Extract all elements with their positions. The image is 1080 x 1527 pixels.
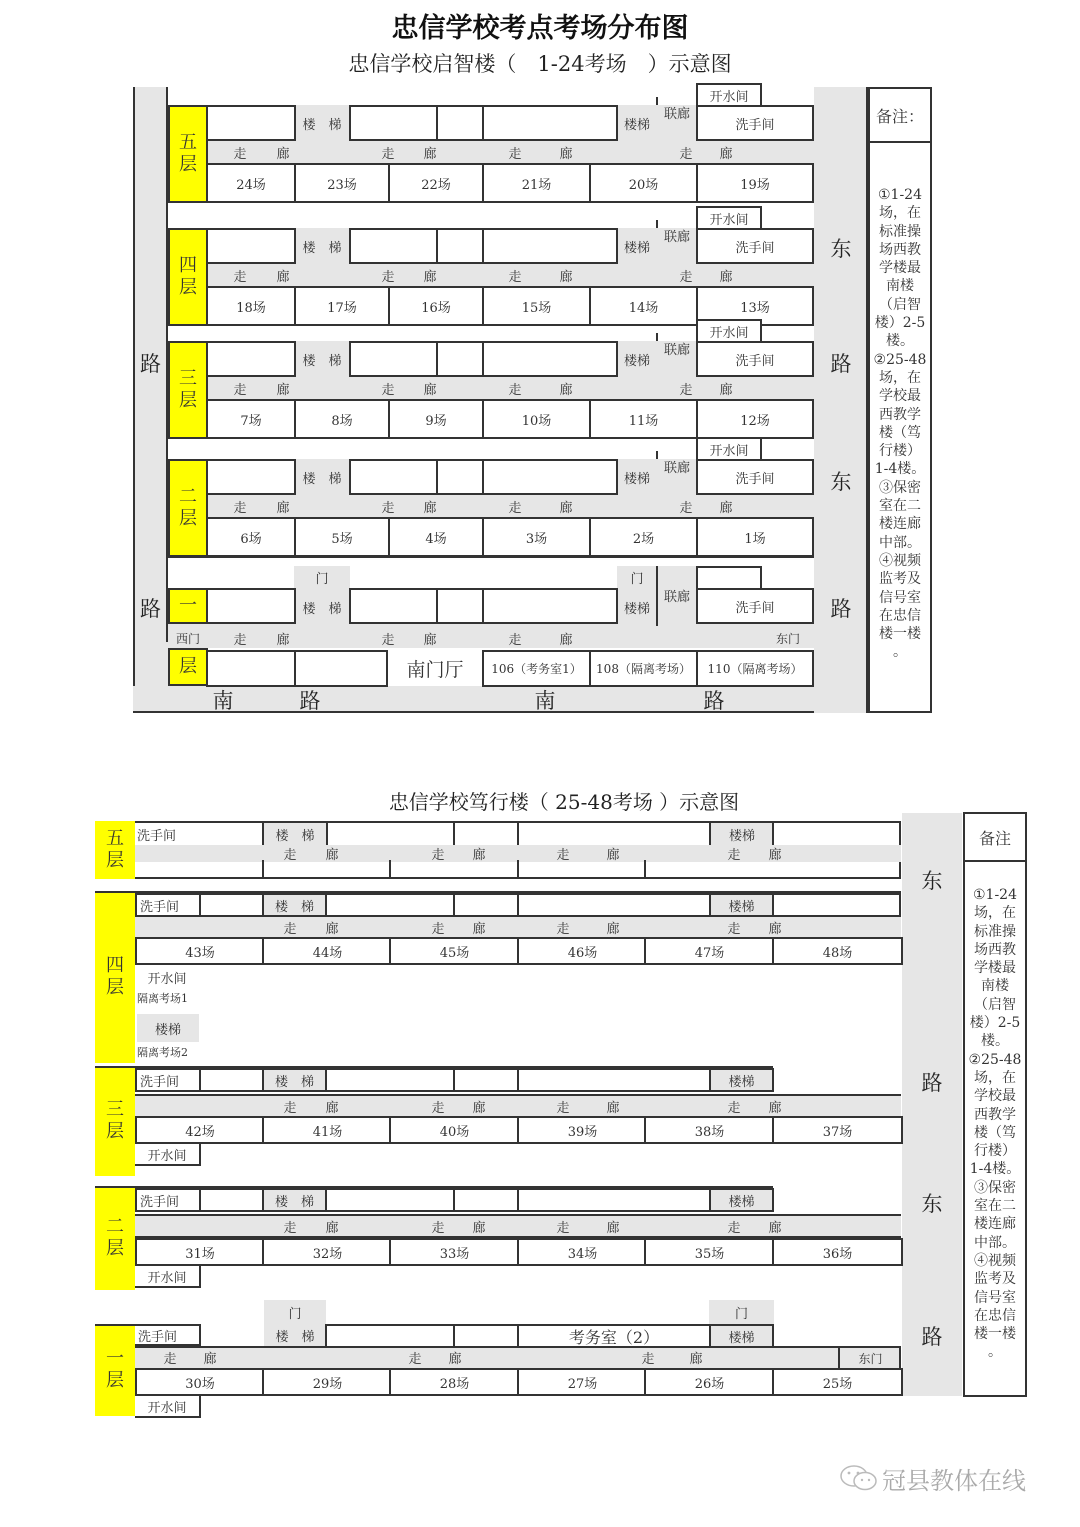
notes-line: 楼。 — [981, 1033, 1009, 1050]
exam-room: 29场 — [262, 1368, 393, 1396]
exam-room: 45场 — [389, 937, 520, 965]
notes-line: 1-4楼。 — [969, 1161, 1021, 1178]
east-door-label: 东门 — [775, 631, 800, 646]
corridor-label: 走 — [556, 1220, 570, 1236]
exam-room: 18场 — [206, 286, 296, 326]
corridor-label: 廊 — [606, 1100, 620, 1116]
notes-line: 楼连廊 — [879, 516, 921, 533]
corridor-label: 廊 — [768, 921, 782, 937]
corridor-label: 走 — [381, 500, 395, 516]
road-label: 路 — [921, 1325, 943, 1349]
room — [325, 893, 455, 917]
boiler-room: 开水间 — [696, 437, 762, 461]
washroom: 洗手间 — [135, 1188, 201, 1212]
floor-label-2: 二 层 — [168, 459, 208, 557]
exam-room: 24场 — [206, 163, 296, 203]
corridor-label: 走 — [679, 269, 693, 285]
notes-line: 楼一楼 — [879, 626, 921, 643]
notes-line: 场，在 — [974, 905, 1016, 922]
notes-line: ④视频 — [879, 552, 921, 569]
notes-line: ③保密 — [879, 479, 921, 496]
notes-box — [963, 812, 1027, 1397]
notes-line: 信号室 — [879, 589, 921, 606]
notes-line: ①1-24 — [972, 887, 1017, 903]
washroom: 洗手间 — [696, 588, 814, 624]
floor-label-5: 五 层 — [95, 821, 135, 879]
room — [517, 1068, 711, 1092]
corridor-label: 走 — [431, 1220, 445, 1236]
building2-subtitle: 忠信学校笃行楼（ 25-48考场 ）示意图 — [388, 790, 740, 814]
corridor-label: 廊 — [423, 146, 437, 162]
notes-header: 备注 — [965, 814, 1025, 862]
stairs-label: 楼 梯 — [262, 1188, 327, 1212]
watermark-text: 冠县教体在线 — [882, 1466, 1026, 1495]
exam-room: 2场 — [589, 517, 698, 557]
door-label: 门 — [630, 571, 644, 587]
exam-room: 9场 — [388, 399, 484, 439]
stairs-label: 楼梯 — [623, 117, 650, 133]
exam-room: 40场 — [389, 1116, 520, 1144]
corridor-label: 走 — [163, 1351, 177, 1367]
floor-label-4: 四 层 — [168, 228, 208, 326]
stairs-label: 楼梯 — [623, 353, 650, 369]
notes-line: 室在二 — [974, 1198, 1016, 1215]
exam-room: 4场 — [388, 517, 484, 557]
floor-label-3: 三 层 — [168, 341, 208, 439]
notes-line: 。 — [893, 644, 907, 661]
exam-room: 34场 — [517, 1238, 648, 1266]
floor-label-1: 一 层 — [95, 1324, 135, 1416]
corridor-label: 走 — [381, 146, 395, 162]
door-label: 门 — [315, 571, 329, 587]
road-label: 路 — [140, 352, 161, 376]
room — [199, 1068, 264, 1092]
notes-line: 楼（笃 — [974, 1124, 1016, 1141]
notes-line: 场，在 — [974, 1069, 1016, 1086]
east-door-label: 东门 — [838, 1346, 901, 1370]
corridor-label: 廊 — [448, 1351, 462, 1367]
exam-room: 26场 — [644, 1368, 775, 1396]
corridor-label: 廊 — [325, 1100, 339, 1116]
corridor-label: 走 — [556, 921, 570, 937]
stairs-label: 楼 梯 — [302, 117, 342, 133]
exam-room: 19场 — [696, 163, 814, 203]
floor-label-4: 四 层 — [95, 891, 135, 1063]
room — [325, 1068, 455, 1092]
room — [325, 1324, 455, 1348]
corridor-label: 走 — [233, 146, 247, 162]
corridor-label: 廊 — [423, 500, 437, 516]
road-label: 路 — [921, 1071, 943, 1095]
notes-line: 中部。 — [879, 534, 921, 551]
corridor-label: 走 — [508, 269, 522, 285]
corridor-label: 廊 — [472, 1220, 486, 1236]
corridor-label: 走 — [556, 1100, 570, 1116]
exam-room: 8场 — [294, 399, 390, 439]
washroom: 洗手间 — [135, 893, 201, 917]
corridor-label: 廊 — [423, 269, 437, 285]
corridor-label: 廊 — [719, 146, 733, 162]
notes-line: 学楼最 — [974, 960, 1016, 977]
stairs-label: 楼梯 — [709, 1068, 774, 1092]
notes-line: 在忠信 — [879, 607, 921, 624]
corridor-label: 廊 — [559, 146, 573, 162]
room — [199, 893, 264, 917]
notes-line: （启智 — [974, 996, 1016, 1013]
exam-room: 28场 — [389, 1368, 520, 1396]
notes-line: 场，在 — [879, 369, 921, 386]
corridor-label: 走 — [283, 921, 297, 937]
notes-line: 楼连廊 — [974, 1216, 1016, 1233]
corridor-label: 走 — [641, 1351, 655, 1367]
corridor-label: 廊 — [559, 632, 573, 648]
notes-line: 学校最 — [974, 1088, 1016, 1105]
corridor-label: 走 — [508, 146, 522, 162]
notes-line: 西教学 — [974, 1106, 1016, 1123]
notes-line: 楼一楼 — [974, 1326, 1016, 1343]
notes-line: 楼）2-5 — [969, 1015, 1021, 1032]
corridor-label: 走 — [508, 632, 522, 648]
road-label: 南 — [212, 688, 234, 713]
exam-room: 17场 — [294, 286, 390, 326]
exam-room: 37场 — [772, 1116, 903, 1144]
floor-label-3: 三 层 — [95, 1066, 135, 1176]
corridor-label: 廊 — [606, 921, 620, 937]
exam-room: 22场 — [388, 163, 484, 203]
corridor-label: 廊 — [559, 269, 573, 285]
corridor-label: 廊 — [472, 1100, 486, 1116]
exam-room: 15场 — [482, 286, 591, 326]
corridor-label: 廊 — [325, 921, 339, 937]
stairs-label: 楼 梯 — [275, 1329, 315, 1345]
washroom: 洗手间 — [137, 828, 177, 844]
corridor-label: 走 — [727, 921, 741, 937]
floor-label-5: 五 层 — [168, 105, 208, 203]
exam-room: 7场 — [206, 399, 296, 439]
notes-line: 标准操 — [879, 223, 921, 240]
corridor-label: 走 — [381, 269, 395, 285]
building1-subtitle: 忠信学校启智楼（ 1-24考场 ）示意图 — [348, 52, 732, 76]
exam-room: 23场 — [294, 163, 390, 203]
road-label: 路 — [299, 688, 321, 713]
stairs-label: 楼梯 — [623, 601, 650, 617]
notes-line: ②25-48 — [873, 351, 927, 368]
exam-room: 27场 — [517, 1368, 648, 1396]
corridor-label: 廊 — [606, 1220, 620, 1236]
stairs-label: 楼梯 — [623, 471, 650, 487]
notes-body — [965, 886, 1025, 1362]
room — [517, 1188, 711, 1212]
notes-line: 楼）2-5 — [874, 315, 926, 332]
washroom: 洗手间 — [135, 1068, 201, 1092]
notes-line: 在忠信 — [974, 1307, 1016, 1324]
notes-line: 中部。 — [974, 1234, 1016, 1251]
stairs-label: 楼 梯 — [302, 601, 342, 617]
boiler-room: 开水间 — [696, 206, 762, 230]
stairs-label: 楼梯 — [709, 893, 774, 917]
corridor-label: 走 — [508, 500, 522, 516]
stairs-label: 楼梯 — [137, 1014, 199, 1042]
corridor-label: 廊 — [276, 269, 290, 285]
floor-label-2: 二 层 — [95, 1186, 135, 1290]
corridor-label: 走 — [431, 848, 445, 863]
notes-line: 监考及 — [974, 1271, 1016, 1288]
isolation-room: 110（隔离考场） — [696, 650, 814, 687]
notes-line: 信号室 — [974, 1289, 1016, 1306]
boiler-room: 开水间 — [696, 83, 762, 107]
corridor-label: 走 — [727, 1220, 741, 1236]
road-label: 路 — [140, 597, 161, 621]
notes-line: 南楼 — [981, 978, 1009, 995]
exam-room: 25场 — [772, 1368, 903, 1396]
exam-room: 46场 — [517, 937, 648, 965]
corridor — [135, 1214, 901, 1238]
corridor-label: 走 — [679, 146, 693, 162]
room — [453, 893, 519, 917]
road-label: 东 — [830, 470, 852, 494]
boiler-room: 开水间 — [135, 1144, 201, 1166]
corridor-label: 廊 — [768, 848, 782, 863]
exam-room: 21场 — [482, 163, 591, 203]
notes-line: 学楼最 — [879, 260, 921, 277]
notes-line: ①1-24 — [877, 187, 922, 203]
washroom: 洗手间 — [696, 105, 814, 141]
page-title: 忠信学校考点考场分布图 — [391, 13, 689, 44]
exam-room: 48场 — [772, 937, 903, 965]
corridor-label: 走 — [679, 382, 693, 398]
corridor-label: 廊 — [203, 1351, 217, 1367]
corridor-label: 走 — [233, 632, 247, 648]
exam-room: 1场 — [696, 517, 814, 557]
stairs-label: 楼 梯 — [264, 823, 326, 845]
corridor-label: 廊 — [423, 382, 437, 398]
notes-line: ②25-48 — [968, 1051, 1022, 1068]
exam-room: 36场 — [772, 1238, 903, 1266]
corridor-label: 走 — [431, 1100, 445, 1116]
corridor-label: 走 — [233, 382, 247, 398]
exam-room: 38场 — [644, 1116, 775, 1144]
corridor-label: 走 — [283, 848, 297, 863]
exam-office-2: 考务室（2） — [517, 1324, 711, 1348]
notes-line: 西教学 — [879, 406, 921, 423]
corridor-label: 廊 — [768, 1100, 782, 1116]
east-road — [902, 813, 962, 1396]
door-label: 门 — [288, 1306, 302, 1322]
link-label: 联廊 — [663, 589, 690, 605]
corridor-label: 走 — [408, 1351, 422, 1367]
exam-room: 41场 — [262, 1116, 393, 1144]
corridor-label: 廊 — [276, 500, 290, 516]
notes-line: 学校最 — [879, 388, 921, 405]
door-label: 门 — [734, 1306, 748, 1322]
exam-room: 33场 — [389, 1238, 520, 1266]
road-label: 路 — [703, 688, 725, 713]
washroom: 洗手间 — [696, 228, 814, 264]
corridor-label: 廊 — [719, 382, 733, 398]
exam-room: 47场 — [644, 937, 775, 965]
corridor-label: 走 — [233, 269, 247, 285]
corridor-label: 廊 — [768, 1220, 782, 1236]
corridor-label: 走 — [508, 382, 522, 398]
notes-line: 场西教 — [879, 241, 921, 258]
notes-header: 备注： — [870, 89, 930, 143]
isolation-room: 108（隔离考场） — [589, 650, 698, 687]
corridor-label: 廊 — [325, 1220, 339, 1236]
stairs-label: 楼 梯 — [262, 1068, 327, 1092]
washroom: 洗手间 — [135, 1324, 201, 1346]
road-label: 东 — [921, 1192, 943, 1216]
stairs-label: 楼梯 — [623, 240, 650, 256]
washroom: 洗手间 — [696, 341, 814, 377]
link-label: 联廊 — [663, 106, 690, 122]
isolation-room-2: 隔离考场2 — [137, 1046, 188, 1059]
stairs-label: 楼 梯 — [302, 471, 342, 487]
corridor-label: 廊 — [689, 1351, 703, 1367]
south-hall-label: 南门厅 — [406, 659, 464, 681]
corridor-label: 廊 — [559, 500, 573, 516]
corridor-label: 廊 — [719, 500, 733, 516]
corridor-label: 廊 — [325, 848, 339, 863]
corridor-label: 走 — [283, 1100, 297, 1116]
notes-line: ③保密 — [974, 1179, 1016, 1196]
boiler-room: 开水间 — [696, 319, 762, 343]
link-label: 联廊 — [663, 229, 690, 245]
notes-line: 南楼 — [886, 278, 914, 295]
exam-room: 6场 — [206, 517, 296, 557]
exam-room: 43场 — [135, 937, 265, 965]
corridor-label: 廊 — [472, 921, 486, 937]
corridor-label: 走 — [679, 500, 693, 516]
notes-line: （启智 — [879, 296, 921, 313]
notes-line: ④视频 — [974, 1252, 1016, 1269]
stairs-label: 楼 梯 — [302, 353, 342, 369]
exam-room: 32场 — [262, 1238, 393, 1266]
exam-room: 31场 — [135, 1238, 265, 1266]
exam-room: 3场 — [482, 517, 591, 557]
stairs-label: 楼梯 — [711, 823, 773, 845]
stairs-label: 楼梯 — [709, 1188, 774, 1212]
notes-line: 室在二 — [879, 498, 921, 515]
corridor-label: 廊 — [423, 632, 437, 648]
corridor-label: 廊 — [276, 632, 290, 648]
exam-room: 14场 — [589, 286, 698, 326]
floor-label-1: 层 — [168, 648, 208, 686]
boiler-room: 开水间 — [135, 1396, 201, 1418]
exam-room: 11场 — [589, 399, 698, 439]
corridor-label: 走 — [727, 1100, 741, 1116]
corridor-label: 走 — [556, 848, 570, 863]
corridor-label: 廊 — [276, 146, 290, 162]
road-label: 南 — [534, 688, 556, 713]
corridor — [135, 1346, 901, 1370]
corridor-label: 廊 — [559, 382, 573, 398]
exam-room: 30场 — [135, 1368, 265, 1396]
stairs-label: 楼 梯 — [302, 240, 342, 256]
floor-label-1: 一 — [168, 588, 208, 624]
stairs-label: 楼梯 — [709, 1324, 774, 1348]
room — [453, 1068, 519, 1092]
room — [325, 1188, 455, 1212]
road-label: 路 — [830, 352, 852, 376]
road-label: 路 — [830, 597, 852, 621]
notes-line: 标准操 — [974, 923, 1016, 940]
room — [517, 893, 711, 917]
boiler-room: 开水间 — [147, 971, 187, 987]
exam-room: 12场 — [696, 399, 814, 439]
room — [453, 1188, 519, 1212]
notes-line: 1-4楼。 — [874, 461, 926, 478]
exam-office-room: 106（考务室1） — [482, 650, 591, 687]
exam-room: 5场 — [294, 517, 390, 557]
exam-room: 16场 — [388, 286, 484, 326]
corridor-label: 走 — [233, 500, 247, 516]
notes-line: 行楼） — [974, 1143, 1016, 1160]
room — [453, 1324, 519, 1348]
washroom: 洗手间 — [696, 459, 814, 495]
corridor-label: 廊 — [606, 848, 620, 863]
road-label: 东 — [921, 869, 943, 893]
corridor-label: 走 — [381, 632, 395, 648]
west-door-label: 西门 — [175, 631, 200, 646]
boiler-room: 开水间 — [135, 1266, 201, 1288]
link-label: 联廊 — [663, 342, 690, 358]
notes-line: 行楼） — [879, 443, 921, 460]
exam-room: 20场 — [589, 163, 698, 203]
corridor — [135, 915, 901, 939]
exam-room: 42场 — [135, 1116, 265, 1144]
corridor-label: 廊 — [472, 848, 486, 863]
exam-room: 13场 — [696, 286, 814, 326]
room — [772, 893, 901, 917]
corridor — [135, 1094, 901, 1118]
isolation-room-1: 隔离考场1 — [137, 992, 188, 1005]
stairs-label: 楼 梯 — [262, 893, 327, 917]
corridor-label: 走 — [381, 382, 395, 398]
room — [199, 1188, 264, 1212]
corridor-label: 走 — [431, 921, 445, 937]
corridor-label: 廊 — [719, 269, 733, 285]
corridor-label: 廊 — [276, 382, 290, 398]
watermark — [838, 1460, 1058, 1496]
notes-line: 楼。 — [886, 333, 914, 350]
road-label: 东 — [830, 237, 852, 261]
notes-line: 监考及 — [879, 571, 921, 588]
exam-room: 44场 — [262, 937, 393, 965]
notes-line: 楼（笃 — [879, 424, 921, 441]
link-label: 联廊 — [663, 460, 690, 476]
wechat-icon — [838, 1463, 882, 1493]
corridor-label: 走 — [727, 848, 741, 863]
notes-line: 场，在 — [879, 205, 921, 222]
exam-room: 35场 — [644, 1238, 775, 1266]
notes-line: 。 — [988, 1344, 1002, 1361]
exam-room: 10场 — [482, 399, 591, 439]
corridor-label: 走 — [283, 1220, 297, 1236]
notes-line: 场西教 — [974, 941, 1016, 958]
exam-room: 39场 — [517, 1116, 648, 1144]
